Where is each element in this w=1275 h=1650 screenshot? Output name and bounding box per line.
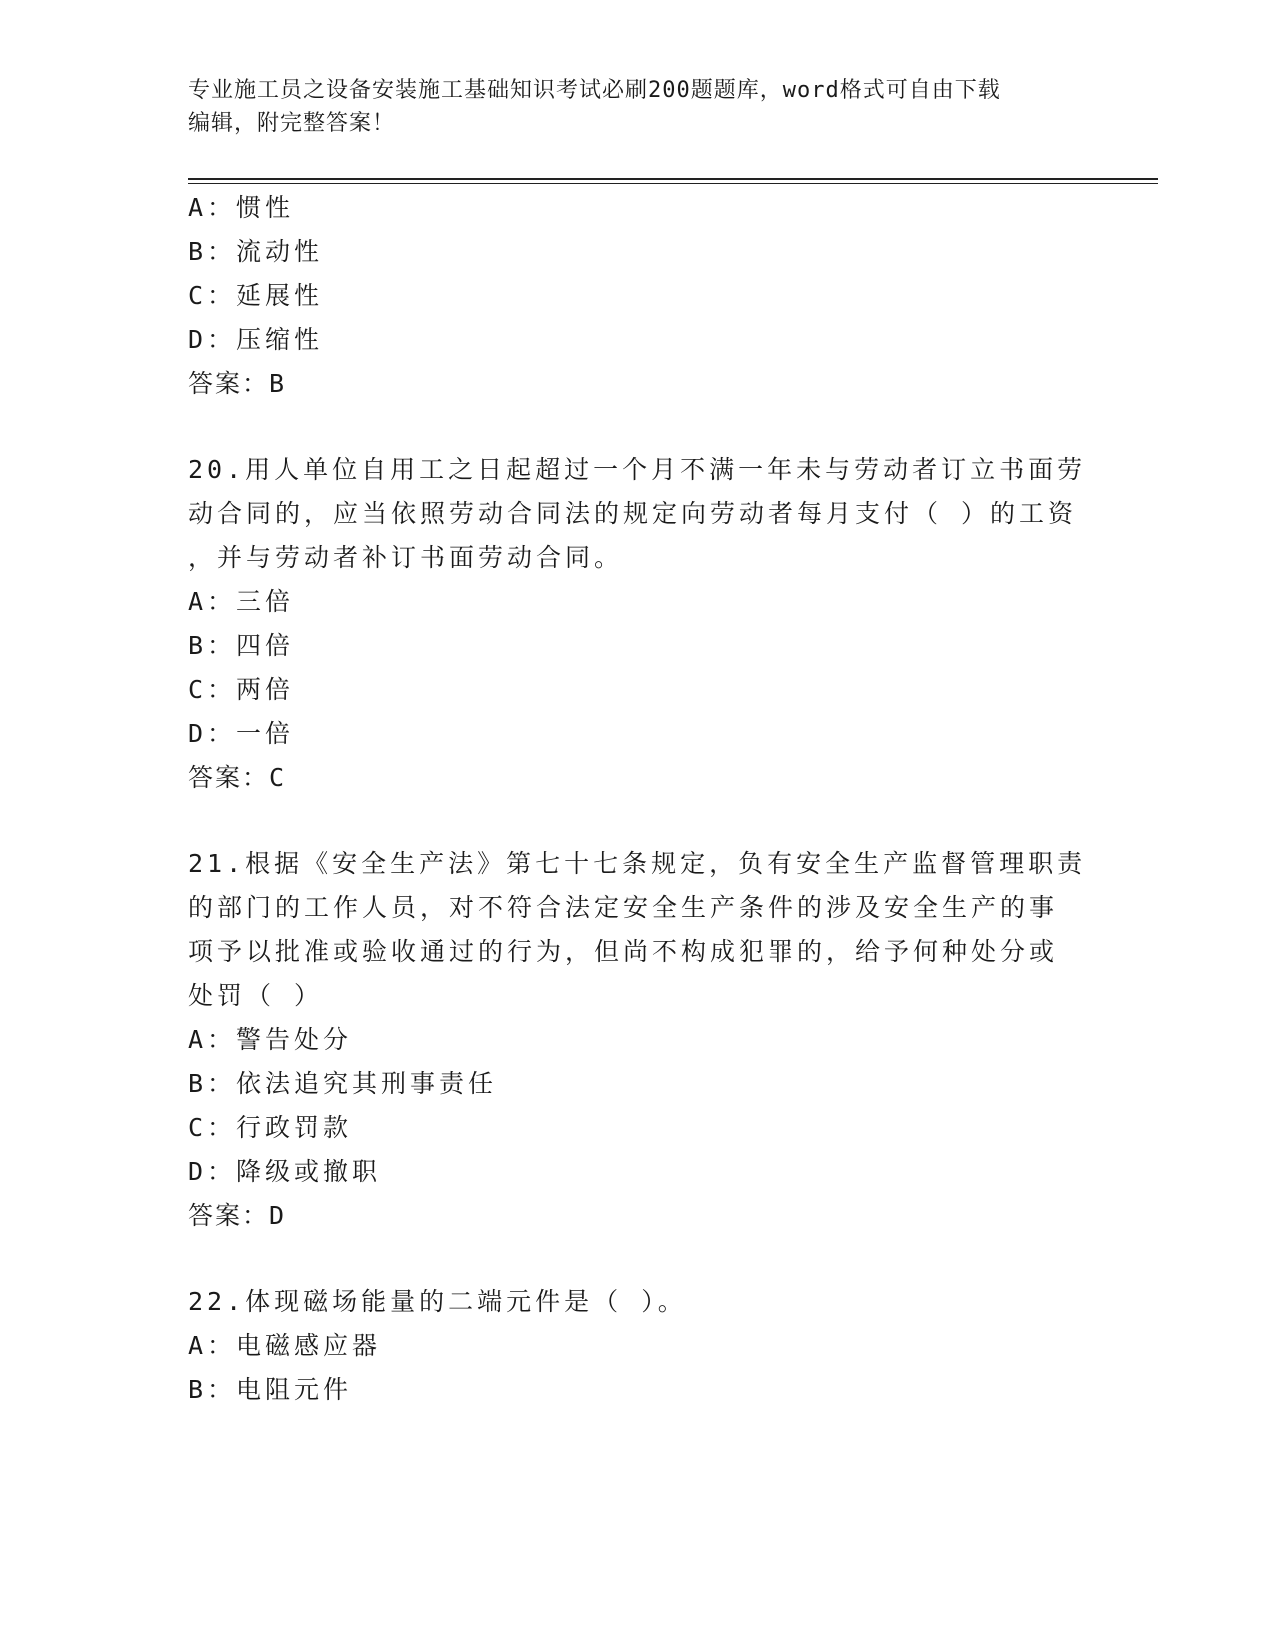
q20-stem-line-2: 动合同的，应当依照劳动合同法的规定向劳动者每月支付（ ）的工资 xyxy=(188,499,1078,528)
q22-option-a: A：电磁感应器 xyxy=(188,1331,382,1360)
q19-option-a: A：惯性 xyxy=(188,193,295,222)
q20-option-a: A：三倍 xyxy=(188,587,295,616)
q20-option-c: C：两倍 xyxy=(188,675,295,704)
document-header xyxy=(188,74,1088,140)
header-title-line-2: 编辑，附完整答案！ xyxy=(188,111,396,136)
q21-stem-line-2: 的部门的工作人员，对不符合法定安全生产条件的涉及安全生产的事 xyxy=(188,893,1059,922)
q19-answer: 答案：B xyxy=(188,369,287,398)
q20-option-d: D：一倍 xyxy=(188,719,295,748)
header-divider-thin xyxy=(188,183,1158,184)
q21-stem-line-1: 21.根据《安全生产法》第七十七条规定，负有安全生产监督管理职责 xyxy=(188,849,1087,878)
q21-answer: 答案：D xyxy=(188,1201,287,1230)
q20-option-b: B：四倍 xyxy=(188,631,295,660)
q20-stem-line-3: ，并与劳动者补订书面劳动合同。 xyxy=(188,543,624,572)
q22-stem-line-1: 22.体现磁场能量的二端元件是（ ）。 xyxy=(188,1287,687,1316)
q21-stem-line-3: 项予以批准或验收通过的行为，但尚不构成犯罪的，给予何种处分或 xyxy=(188,937,1059,966)
q21-stem-line-4: 处罚（ ） xyxy=(188,981,324,1010)
q21-option-b: B：依法追究其刑事责任 xyxy=(188,1069,498,1098)
q22-option-b: B：电阻元件 xyxy=(188,1375,353,1404)
q20-stem-line-1: 20.用人单位自用工之日起超过一个月不满一年未与劳动者订立书面劳 xyxy=(188,455,1087,484)
q21-option-d: D：降级或撤职 xyxy=(188,1157,382,1186)
q20-answer: 答案：C xyxy=(188,763,287,792)
q19-option-d: D：压缩性 xyxy=(188,325,324,354)
q19-option-c: C：延展性 xyxy=(188,281,324,310)
header-divider-thick xyxy=(188,178,1158,180)
q21-option-a: A：警告处分 xyxy=(188,1025,353,1054)
q19-option-b: B：流动性 xyxy=(188,237,324,266)
q21-option-c: C：行政罚款 xyxy=(188,1113,353,1142)
header-title-line-1: 专业施工员之设备安装施工基础知识考试必刷200题题库，word格式可自由下载 xyxy=(188,78,1001,103)
